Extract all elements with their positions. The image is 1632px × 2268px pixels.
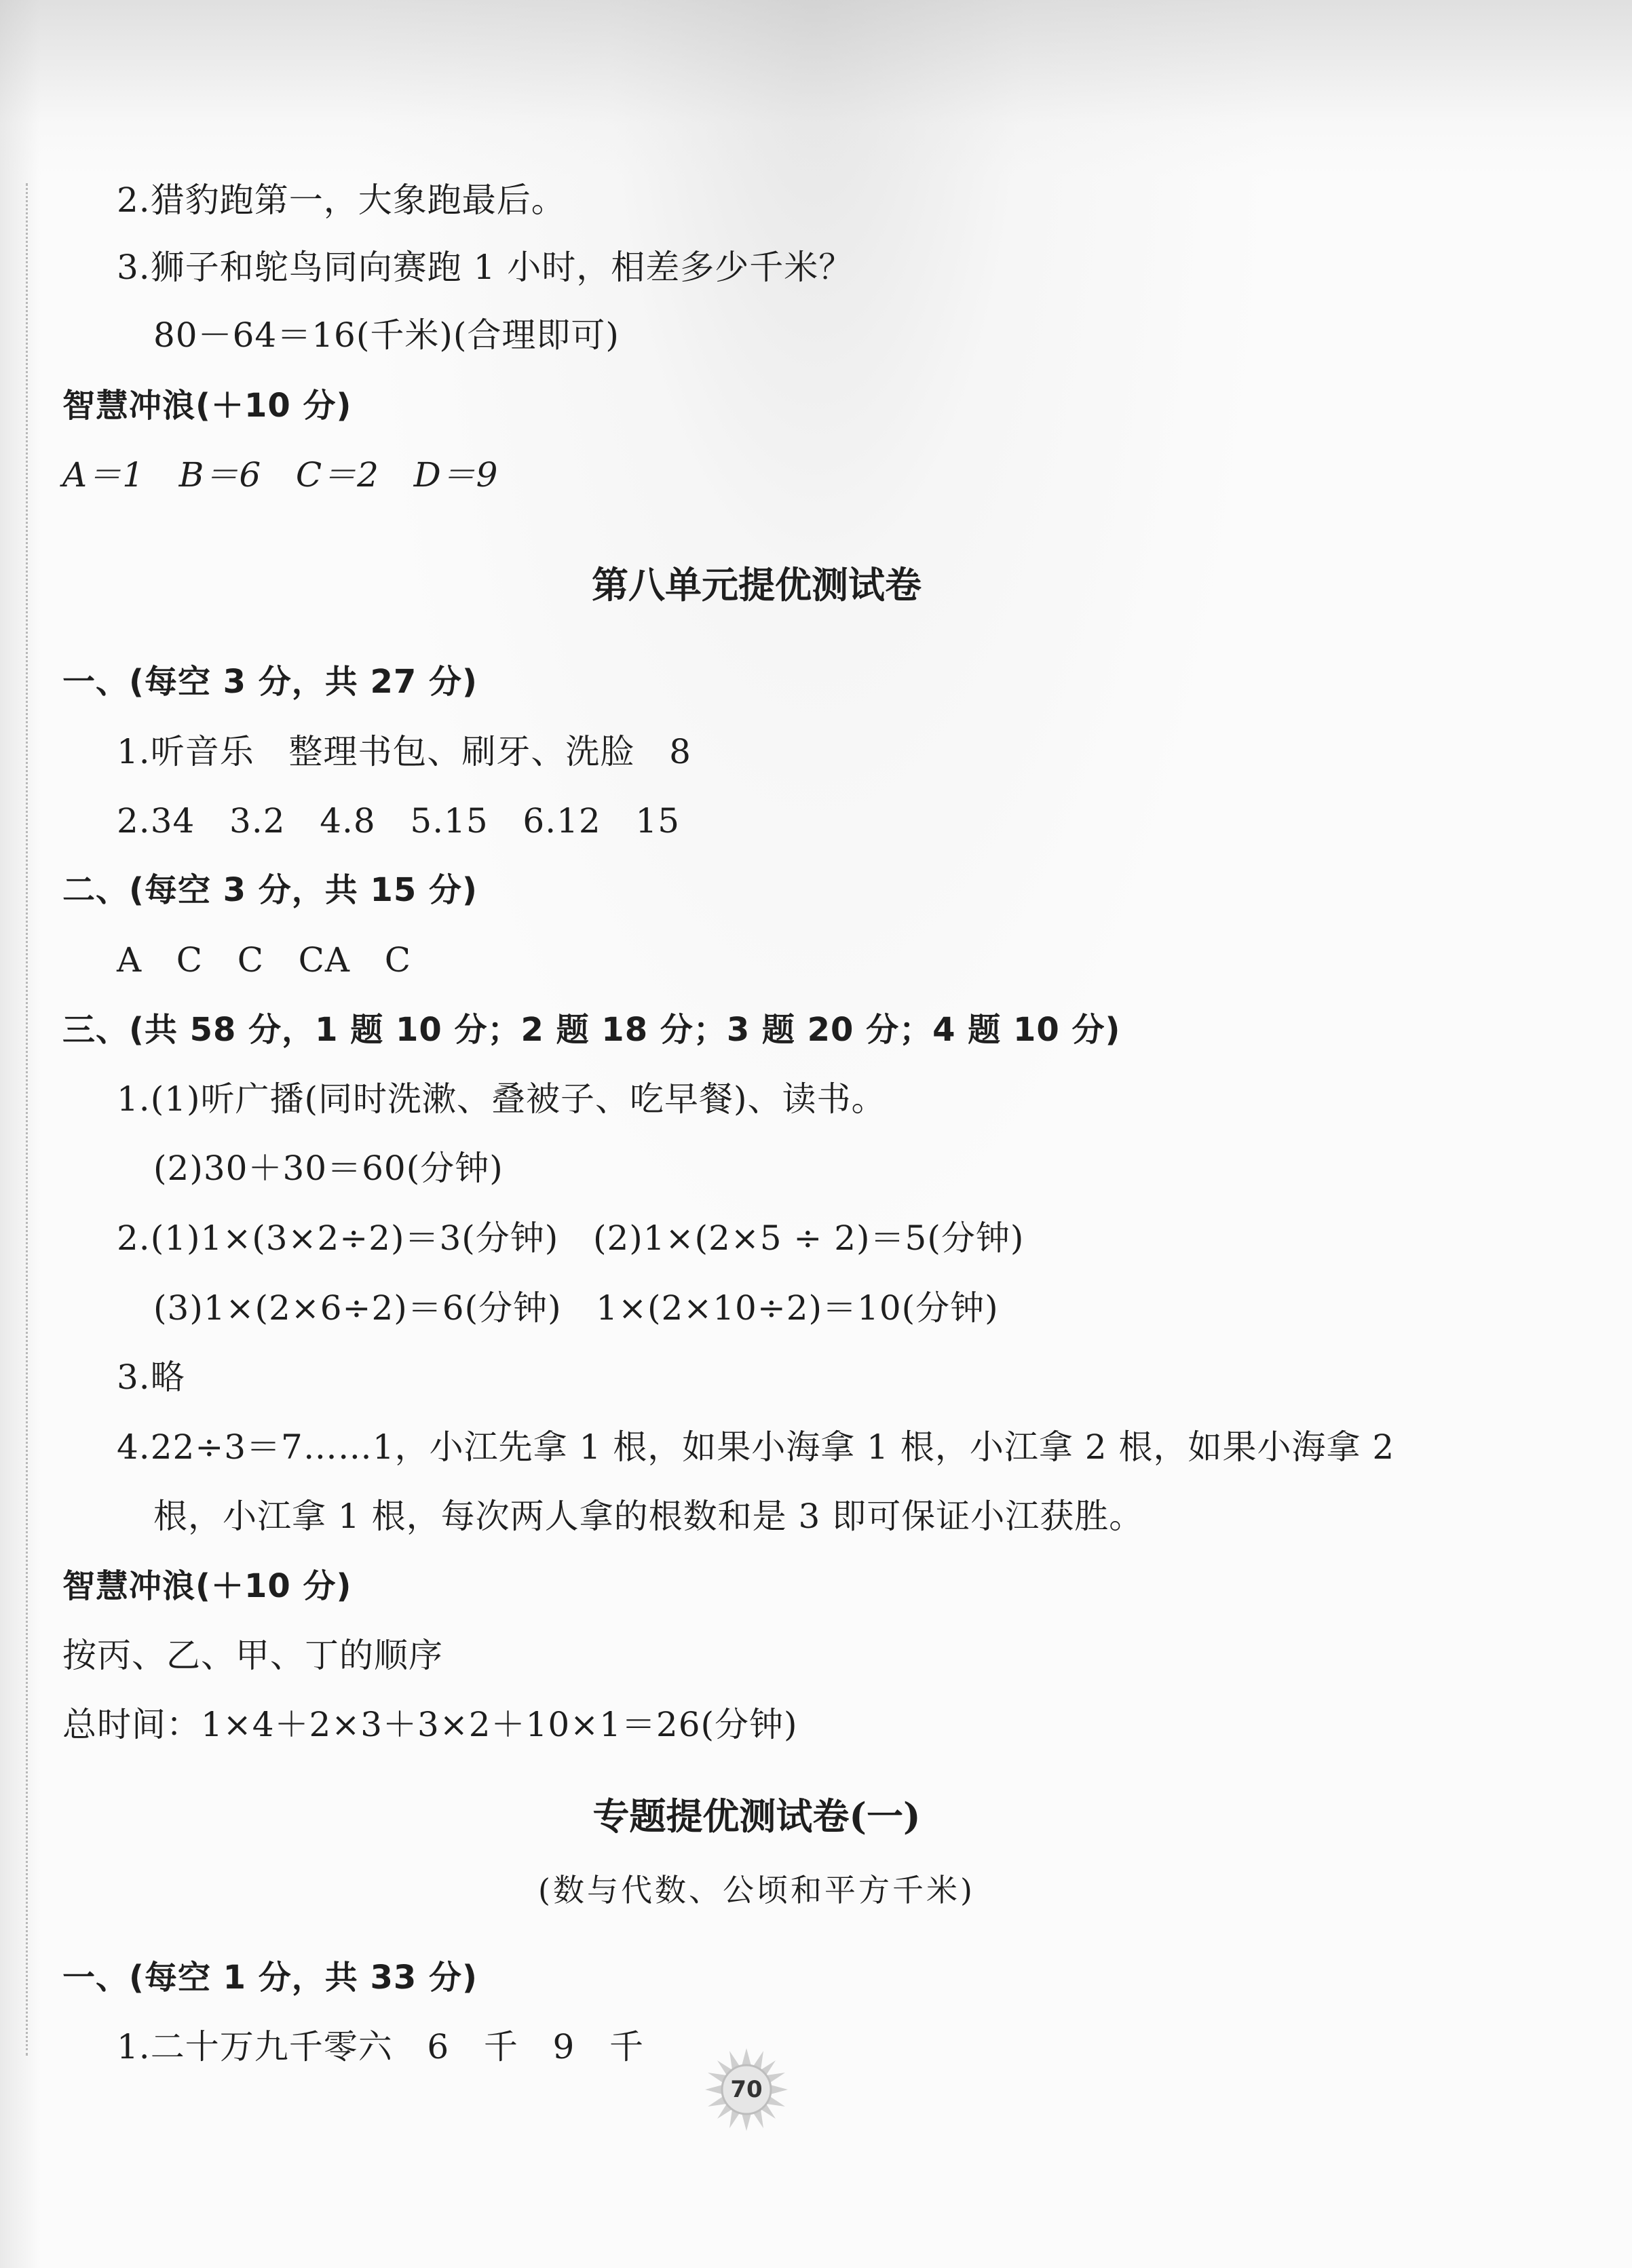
answer-line: 3.略 [117, 1358, 185, 1397]
answer-line: (2)30＋30＝60(分钟) [153, 1149, 504, 1188]
section-heading: 一、(每空 1 分，共 33 分) [62, 1959, 478, 1997]
answer-line: 2.34 3.2 4.8 5.15 6.12 15 [117, 801, 681, 841]
answer-line: 4.22÷3＝7……1，小江先拿 1 根，如果小海拿 1 根，小江拿 2 根，如果小海拿 2 [117, 1427, 1395, 1467]
section-heading: 二、(每空 3 分，共 15 分) [62, 871, 478, 909]
answer-line: 总时间：1×4＋2×3＋3×2＋10×1＝26(分钟) [62, 1705, 798, 1744]
scan-shadow [0, 0, 1632, 176]
answer-line: 80－64＝16(千米)(合理即可) [153, 315, 620, 355]
answer-line: 3.狮子和鸵鸟同向赛跑 1 小时，相差多少千米？ [117, 248, 854, 287]
answer-line: 按丙、乙、甲、丁的顺序 [62, 1636, 443, 1675]
answer-line: 1.听音乐 整理书包、刷牙、洗脸 8 [117, 732, 691, 771]
test-title: 专题提优测试卷(一) [592, 1794, 921, 1838]
answer-line: (3)1×(2×6÷2)＝6(分钟) 1×(2×10÷2)＝10(分钟) [153, 1288, 999, 1328]
answer-line: A＝1 B＝6 C＝2 D＝9 [62, 455, 499, 495]
answer-line: A C C CA C [117, 940, 411, 980]
answer-line: 1.二十万九千零六 6 千 9 千 [117, 2027, 645, 2067]
section-heading: 智慧冲浪(＋10 分) [62, 387, 352, 425]
answer-line: 2.(1)1×(3×2÷2)＝3(分钟) (2)1×(2×5 ÷ 2)＝5(分钟) [117, 1218, 1025, 1258]
test-title: 第八单元提优测试卷 [592, 563, 922, 607]
page-number-badge [702, 2045, 791, 2134]
answer-line: 1.(1)听广播(同时洗漱、叠被子、吃早餐)、读书。 [117, 1079, 886, 1119]
section-heading: 三、(共 58 分，1 题 10 分；2 题 18 分；3 题 20 分；4 题 10 分) [62, 1011, 1121, 1049]
answer-line: 根，小江拿 1 根，每次两人拿的根数和是 3 即可保证小江获胜。 [153, 1497, 1144, 1536]
answer-line: 2.猎豹跑第一，大象跑最后。 [117, 180, 566, 220]
page-number: 70 [730, 2076, 763, 2103]
section-heading: 智慧冲浪(＋10 分) [62, 1567, 352, 1605]
section-heading: 一、(每空 3 分，共 27 分) [62, 663, 478, 701]
binding-edge [26, 183, 28, 2056]
test-subtitle: (数与代数、公顷和平方千米) [538, 1872, 975, 1908]
